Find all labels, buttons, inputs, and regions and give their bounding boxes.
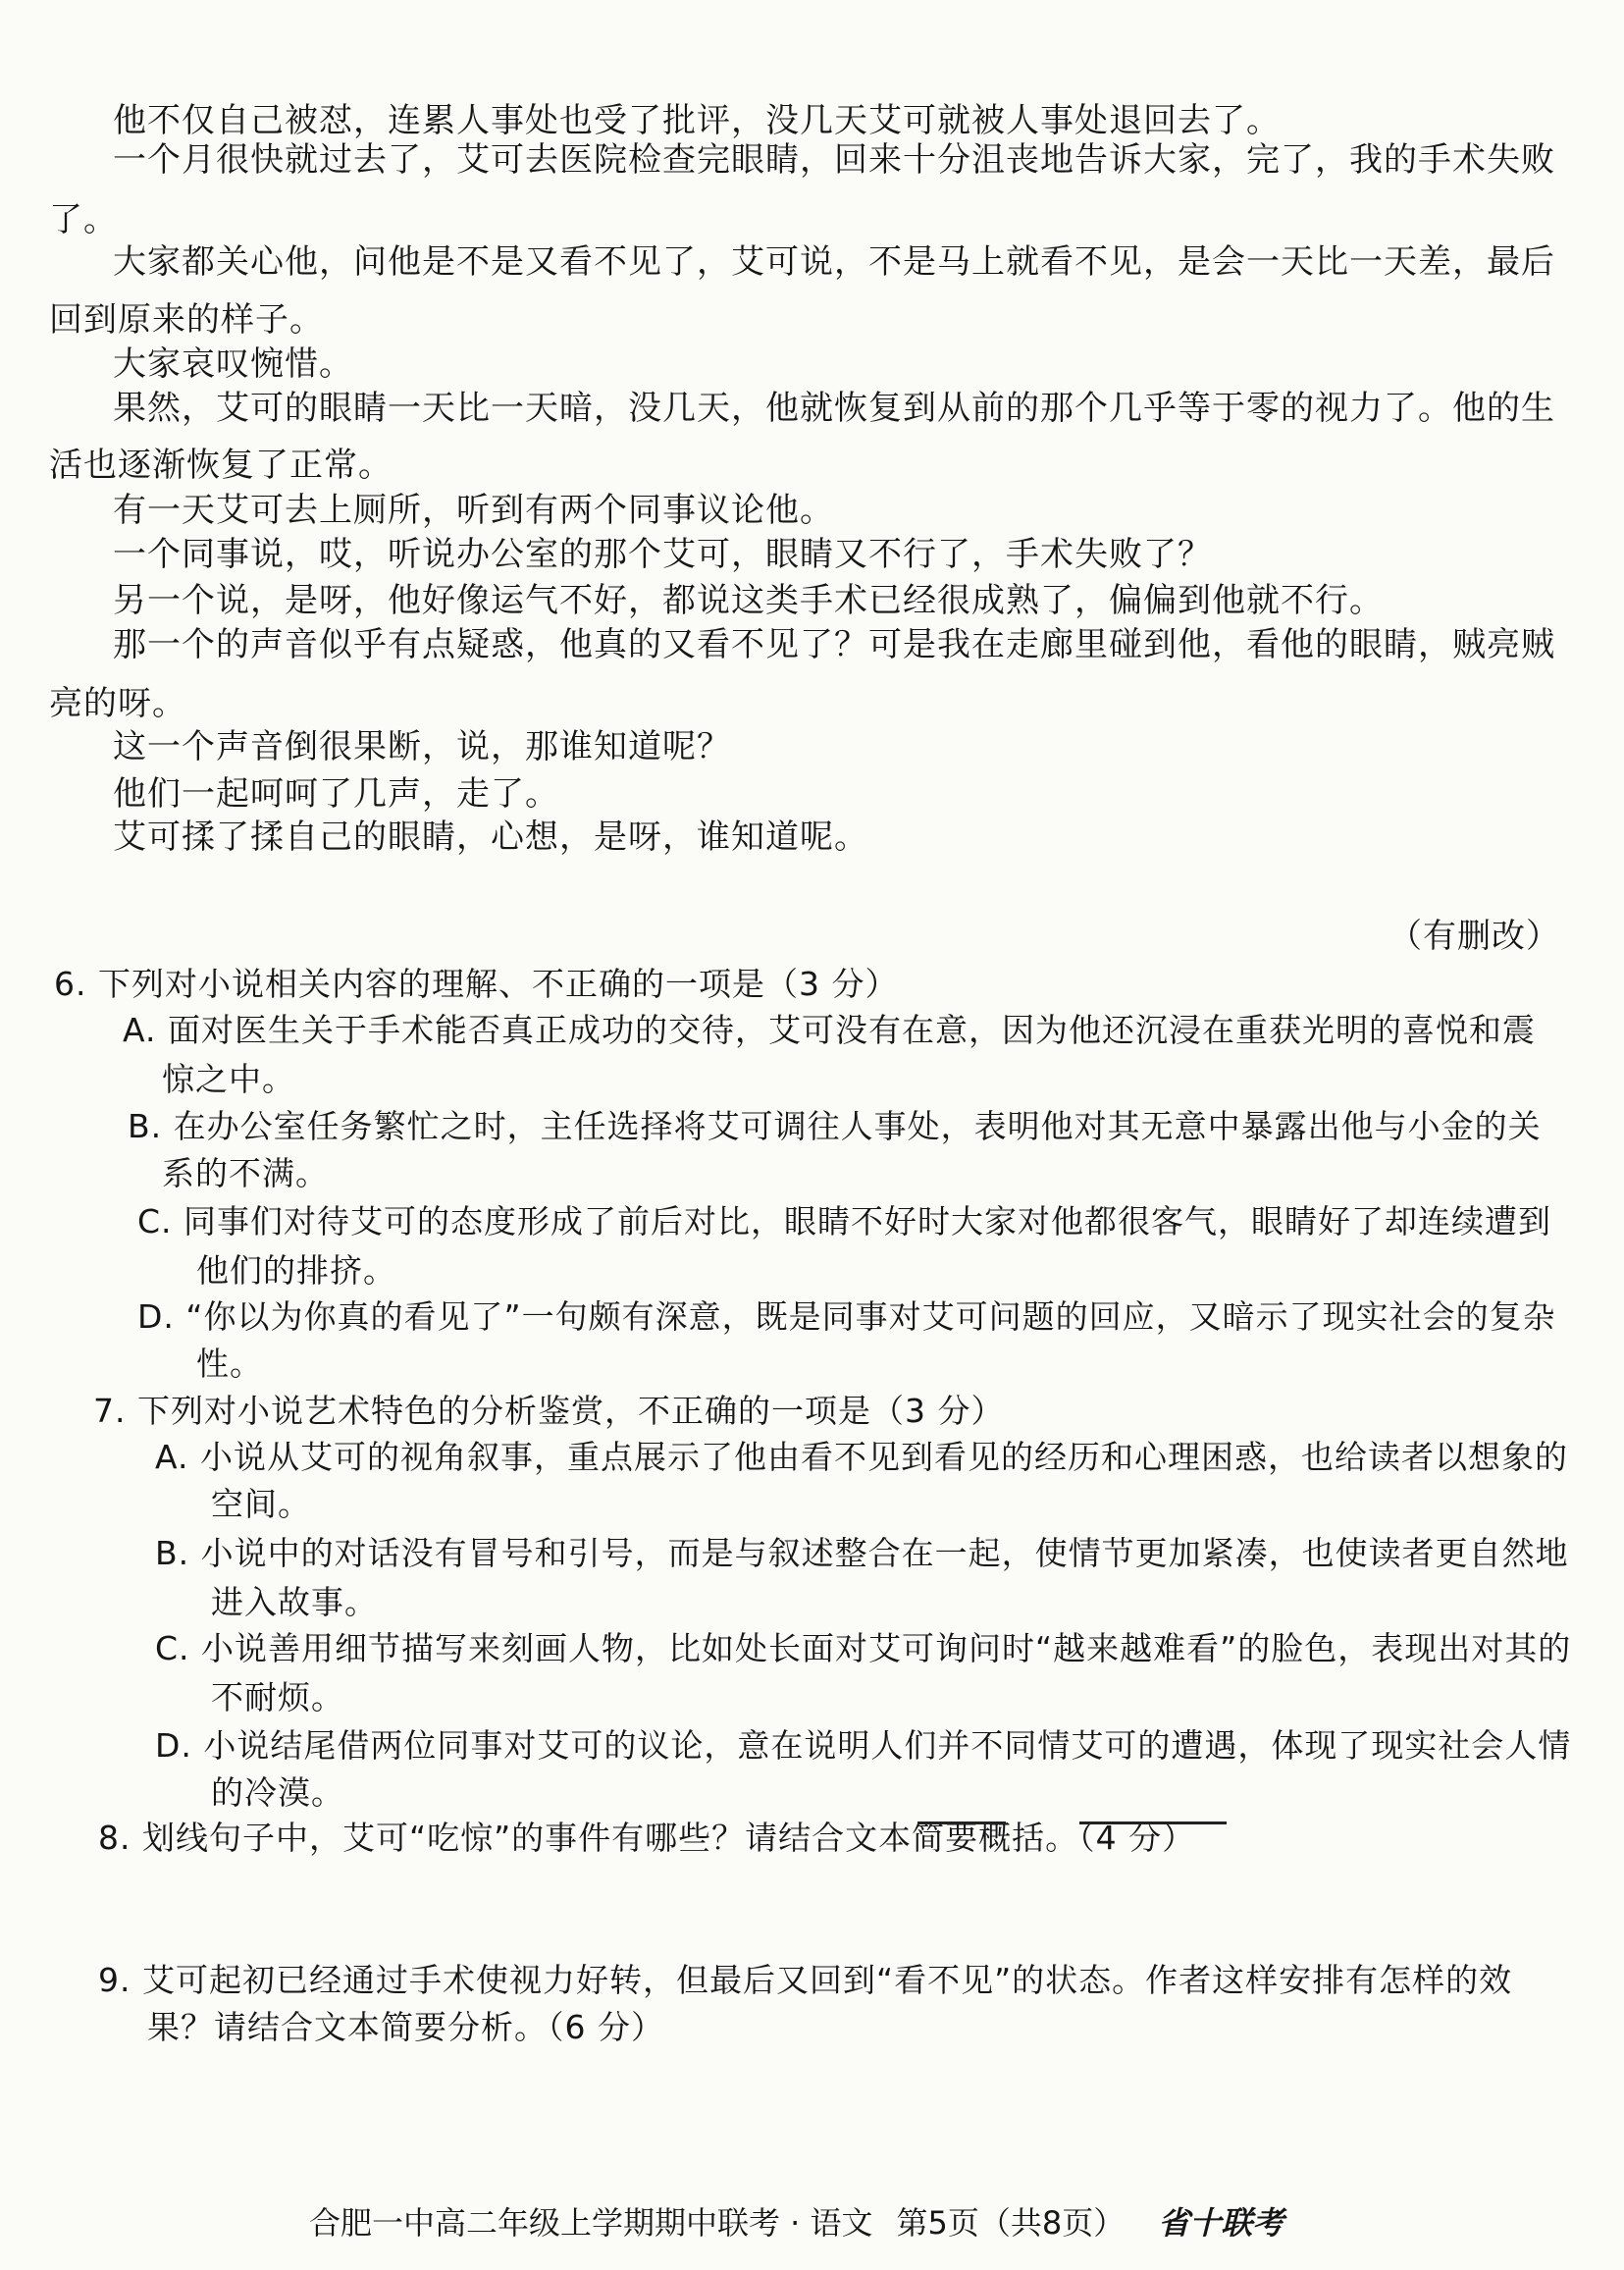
exam-title: 合肥一中高二年级上学期期中联考 · 语文 <box>309 2204 873 2242</box>
paragraph-line: 一个月很快就过去了，艾可去医院检查完眼睛，回来十分沮丧地告诉大家，完了，我的手术失败 <box>113 140 1555 180</box>
question-stem: 8. 划线句子中，艾可“吃惊”的事件有哪些？请结合文本简要概括。（4 分） <box>98 1819 1196 1857</box>
page-number: 第5页（共8页） <box>896 2204 1126 2242</box>
question-stem-continuation: 果？请结合文本简要分析。（6 分） <box>147 2008 664 2046</box>
paragraph-line: 他不仅自己被怼，连累人事处也受了批评，没几天艾可就被人事处退回去了。 <box>113 101 1281 140</box>
page-footer <box>309 2203 1283 2243</box>
answer-option-continuation: 系的不满。 <box>162 1154 329 1192</box>
answer-option-continuation: 他们的排挤。 <box>196 1251 396 1290</box>
paragraph-line: 另一个说，是呀，他好像运气不好，都说这类手术已经很成熟了，偏偏到他就不行。 <box>113 581 1384 620</box>
answer-option: A. 小说从艾可的视角叙事，重点展示了他由看不见到看见的经历和心理困惑，也给读者以想象的 <box>155 1438 1568 1476</box>
answer-option: C. 同事们对待艾可的态度形成了前后对比，眼睛不好时大家对他都很客气，眼睛好了却连续遭到 <box>137 1202 1552 1241</box>
paragraph-continuation: 回到原来的样子。 <box>49 300 324 340</box>
answer-option: B. 在办公室任务繁忙之时，主任选择将艾可调往人事处，表明他对其无意中暴露出他与小金的关 <box>128 1107 1542 1145</box>
paragraph-line: 一个同事说，哎，听说办公室的那个艾可，眼睛又不行了，手术失败了？ <box>113 535 1212 574</box>
paragraph-line: 艾可揉了揉自己的眼睛，心想，是呀，谁知道呢。 <box>113 818 868 857</box>
answer-underline <box>917 1821 1006 1824</box>
paragraph-continuation: 活也逐渐恢复了正常。 <box>49 446 393 485</box>
paragraph-line: 大家都关心他，问他是不是又看不见了，艾可说，不是马上就看不见，是会一天比一天差，最后 <box>113 242 1555 282</box>
answer-option-continuation: 惊之中。 <box>162 1060 295 1098</box>
paragraph-line: 这一个声音倒很果断，说，那谁知道呢？ <box>113 727 731 766</box>
answer-option: D. “你以为你真的看见了”一句颇有深意，既是同事对艾可问题的回应，又暗示了现实社会的复杂 <box>137 1297 1556 1336</box>
answer-option-continuation: 空间。 <box>211 1485 311 1523</box>
answer-option-continuation: 不耐烦。 <box>211 1678 344 1716</box>
answer-option: D. 小说结尾借两位同事对艾可的议论，意在说明人们并不同情艾可的遭遇，体现了现实社会人情 <box>155 1726 1572 1765</box>
paragraph-line: 果然，艾可的眼睛一天比一天暗，没几天，他就恢复到从前的那个几乎等于零的视力了。他的生 <box>113 389 1555 428</box>
paragraph-continuation: 了。 <box>49 200 118 239</box>
answer-underline <box>1079 1821 1227 1824</box>
paragraph-line: 大家哀叹惋惜。 <box>113 344 353 384</box>
answer-option: A. 面对医生关于手术能否真正成功的交待，艾可没有在意，因为他还沉浸在重获光明的喜悦和震 <box>123 1011 1536 1049</box>
paragraph-continuation: 亮的呀。 <box>49 684 186 723</box>
question-stem: 7. 下列对小说艺术特色的分析鉴赏，不正确的一项是（3 分） <box>93 1392 1005 1430</box>
answer-option-continuation: 性。 <box>196 1345 263 1383</box>
revision-note: （有删改） <box>1388 917 1560 956</box>
answer-option: C. 小说善用细节描写来刻画人物，比如处长面对艾可询问时“越来越难看”的脸色，表现出对其的 <box>155 1629 1572 1667</box>
exam-brand: 省十联考 <box>1158 2204 1284 2242</box>
answer-option-continuation: 的冷漠。 <box>211 1773 344 1812</box>
answer-option-continuation: 进入故事。 <box>211 1583 378 1621</box>
answer-option: B. 小说中的对话没有冒号和引号，而是与叙述整合在一起，使情节更加紧凑，也使读者更自然地 <box>155 1534 1569 1572</box>
question-stem: 9. 艾可起初已经通过手术使视力好转，但最后又回到“看不见”的状态。作者这样安排有怎样的效 <box>98 1961 1513 1999</box>
question-stem: 6. 下列对小说相关内容的理解、不正确的一项是（3 分） <box>54 965 899 1003</box>
paragraph-line: 他们一起呵呵了几声，走了。 <box>113 774 559 814</box>
paragraph-line: 那一个的声音似乎有点疑惑，他真的又看不见了？可是我在走廊里碰到他，看他的眼睛，贼亮贼 <box>113 625 1555 664</box>
paragraph-line: 有一天艾可去上厕所，听到有两个同事议论他。 <box>113 491 834 530</box>
